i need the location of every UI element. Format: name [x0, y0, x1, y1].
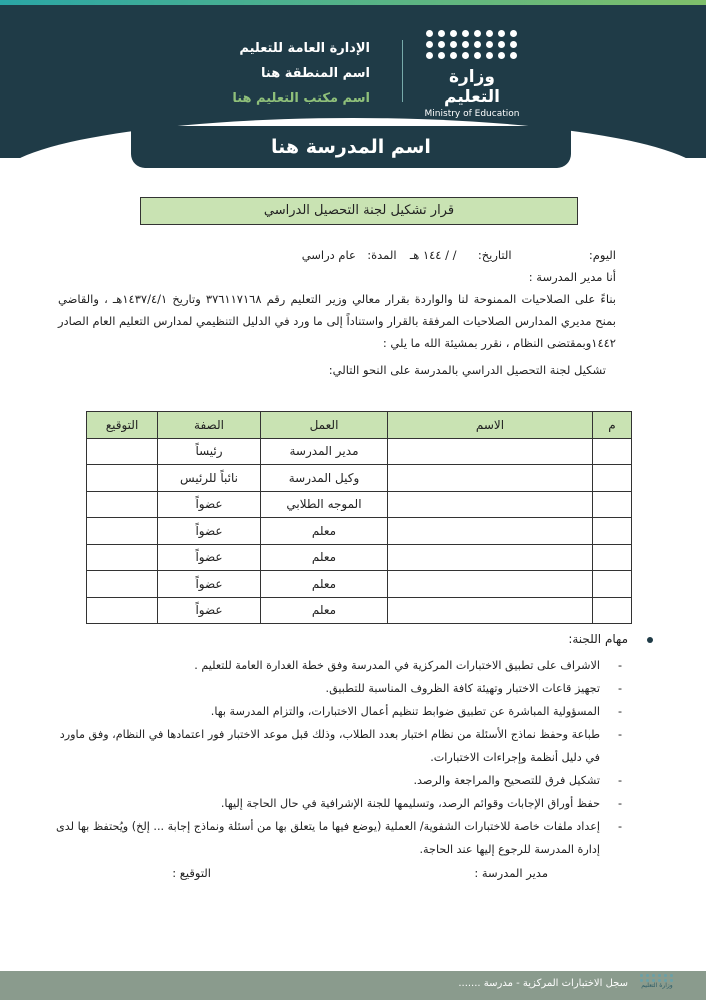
header-accent-line: [0, 0, 706, 5]
table-row: [87, 491, 632, 518]
cell-role: عضواً: [158, 597, 261, 624]
cell-number: [593, 465, 632, 492]
admin-line-3: اسم مكتب التعليم هنا: [232, 91, 370, 106]
cell-work: الموجه الطلابي: [261, 491, 388, 518]
cell-name[interactable]: [388, 597, 593, 624]
ministry-name-en: Ministry of Education: [424, 109, 520, 119]
cell-signature[interactable]: [87, 518, 158, 545]
footer-logo-dots-icon: [640, 974, 674, 982]
table-row: [87, 571, 632, 598]
cell-role: نائباً للرئيس: [158, 465, 261, 492]
cell-signature[interactable]: [87, 597, 158, 624]
list-item: - طباعة وحفظ نماذج الأسئلة من نظام اختبار بعدد الطلاب، وذلك قبل موعد الاختبار فور اعتمادها في النظام، وفق ماورد في دليل أنظمة وإجراءات الاختبارات.: [56, 723, 628, 769]
committee-table: [86, 411, 632, 624]
tasks-bullet-icon: [647, 637, 653, 643]
admin-line-2: اسم المنطقة هنا: [261, 66, 370, 81]
ministry-name-ar: وزارة التعليم: [444, 67, 500, 107]
table-row: [87, 518, 632, 545]
table-row: [87, 544, 632, 571]
cell-number: [593, 491, 632, 518]
principal-signature-label: مدير المدرسة :: [474, 866, 548, 880]
cell-role: عضواً: [158, 518, 261, 545]
cell-work: معلم: [261, 518, 388, 545]
date-value: / / ١٤٤ هـ: [409, 248, 457, 262]
day-label: اليوم:: [588, 248, 616, 262]
duration-label: المدة:: [367, 248, 397, 262]
school-name: اسم المدرسة هنا: [131, 126, 571, 168]
col-number-header: م: [593, 412, 632, 439]
table-header-row: [87, 412, 632, 439]
cell-work: معلم: [261, 597, 388, 624]
cell-work: معلم: [261, 571, 388, 598]
cell-work: مدير المدرسة: [261, 438, 388, 465]
cell-number: [593, 438, 632, 465]
cell-name[interactable]: [388, 571, 593, 598]
signature-label: التوقيع :: [172, 866, 211, 880]
info-line: [302, 248, 616, 262]
cell-work: معلم: [261, 544, 388, 571]
table-row: [87, 438, 632, 465]
ministry-logo: [422, 30, 522, 119]
cell-number: [593, 571, 632, 598]
header-divider: [402, 40, 403, 102]
footer-logo-text: وزارة التعليم: [641, 982, 673, 989]
table-row: [87, 597, 632, 624]
col-role-header: الصفة: [158, 412, 261, 439]
decision-title: قرار تشكيل لجنة التحصيل الدراسي: [140, 197, 578, 225]
cell-role: عضواً: [158, 544, 261, 571]
cell-signature[interactable]: [87, 438, 158, 465]
footer-logo: [626, 972, 688, 998]
col-work-header: العمل: [261, 412, 388, 439]
list-item: - المسؤولية المباشرة عن تطبيق ضوابط تنظيم أعمال الاختبارات، والتزام المدرسة بها.: [56, 700, 628, 723]
cell-signature[interactable]: [87, 465, 158, 492]
list-item: - إعداد ملفات خاصة للاختبارات الشفوية/ العملية (يوضع فيها ما يتعلق بها من أسئلة ونماذج إجابة ... إلخ) ويُحتفظ بها لدى إدارة المدرسة للرجوع إليها عند الحاجة.: [56, 815, 628, 861]
cell-role: عضواً: [158, 491, 261, 518]
cell-number: [593, 518, 632, 545]
tasks-list: [56, 654, 628, 861]
list-item: - تشكيل فرق للتصحيح والمراجعة والرصد.: [56, 769, 628, 792]
cell-number: [593, 597, 632, 624]
cell-number: [593, 544, 632, 571]
admin-line-1: الإدارة العامة للتعليم: [239, 41, 370, 56]
cell-signature[interactable]: [87, 571, 158, 598]
list-item: - الاشراف على تطبيق الاختبارات المركزية في المدرسة وفق خطة الغدارة العامة للتعليم .: [56, 654, 628, 677]
list-item: - تجهيز قاعات الاختبار وتهيئة كافة الظروف المناسبة للتطبيق.: [56, 677, 628, 700]
formation-line: تشكيل لجنة التحصيل الدراسي بالمدرسة على النحو التالي:: [328, 363, 606, 377]
cell-name[interactable]: [388, 465, 593, 492]
list-item: - حفظ أوراق الإجابات وقوائم الرصد، وتسليمها للجنة الإشرافية في حال الحاجة إليها.: [56, 792, 628, 815]
cell-name[interactable]: [388, 544, 593, 571]
cell-role: رئيساً: [158, 438, 261, 465]
table-row: [87, 465, 632, 492]
ministry-logo-dots-icon: [426, 30, 518, 59]
duration-value: عام دراسي: [301, 248, 356, 262]
cell-signature[interactable]: [87, 544, 158, 571]
cell-name[interactable]: [388, 438, 593, 465]
cell-name[interactable]: [388, 491, 593, 518]
footer-text: سجل الاختبارات المركزية - مدرسة .......: [458, 978, 628, 989]
admin-block: [150, 36, 370, 111]
col-signature-header: التوقيع: [87, 412, 158, 439]
cell-name[interactable]: [388, 518, 593, 545]
cell-signature[interactable]: [87, 491, 158, 518]
date-label: التاريخ:: [477, 248, 512, 262]
tasks-title: مهام اللجنة:: [568, 632, 628, 646]
col-name-header: الاسم: [388, 412, 593, 439]
principal-line: أنا مدير المدرسة :: [528, 270, 616, 284]
decision-paragraph: بناءً على الصلاحيات الممنوحة لنا والواردة بقرار معالي وزير التعليم رقم ٣٧٦١١٧١٦٨ وتاريخ ١٤٣٧/٤/١هـ ، والقاضي بمنح مديري المدارس الصلاحيات المرفقة بالقرار واستناداً إلى ما ورد في الدليل التنظيمي لمدارس التعليم العام الصادر ١٤٤٢وبمقتضى النظام ، نقرر بمشيئة الله ما يلي :: [58, 292, 617, 350]
cell-role: عضواً: [158, 571, 261, 598]
cell-work: وكيل المدرسة: [261, 465, 388, 492]
